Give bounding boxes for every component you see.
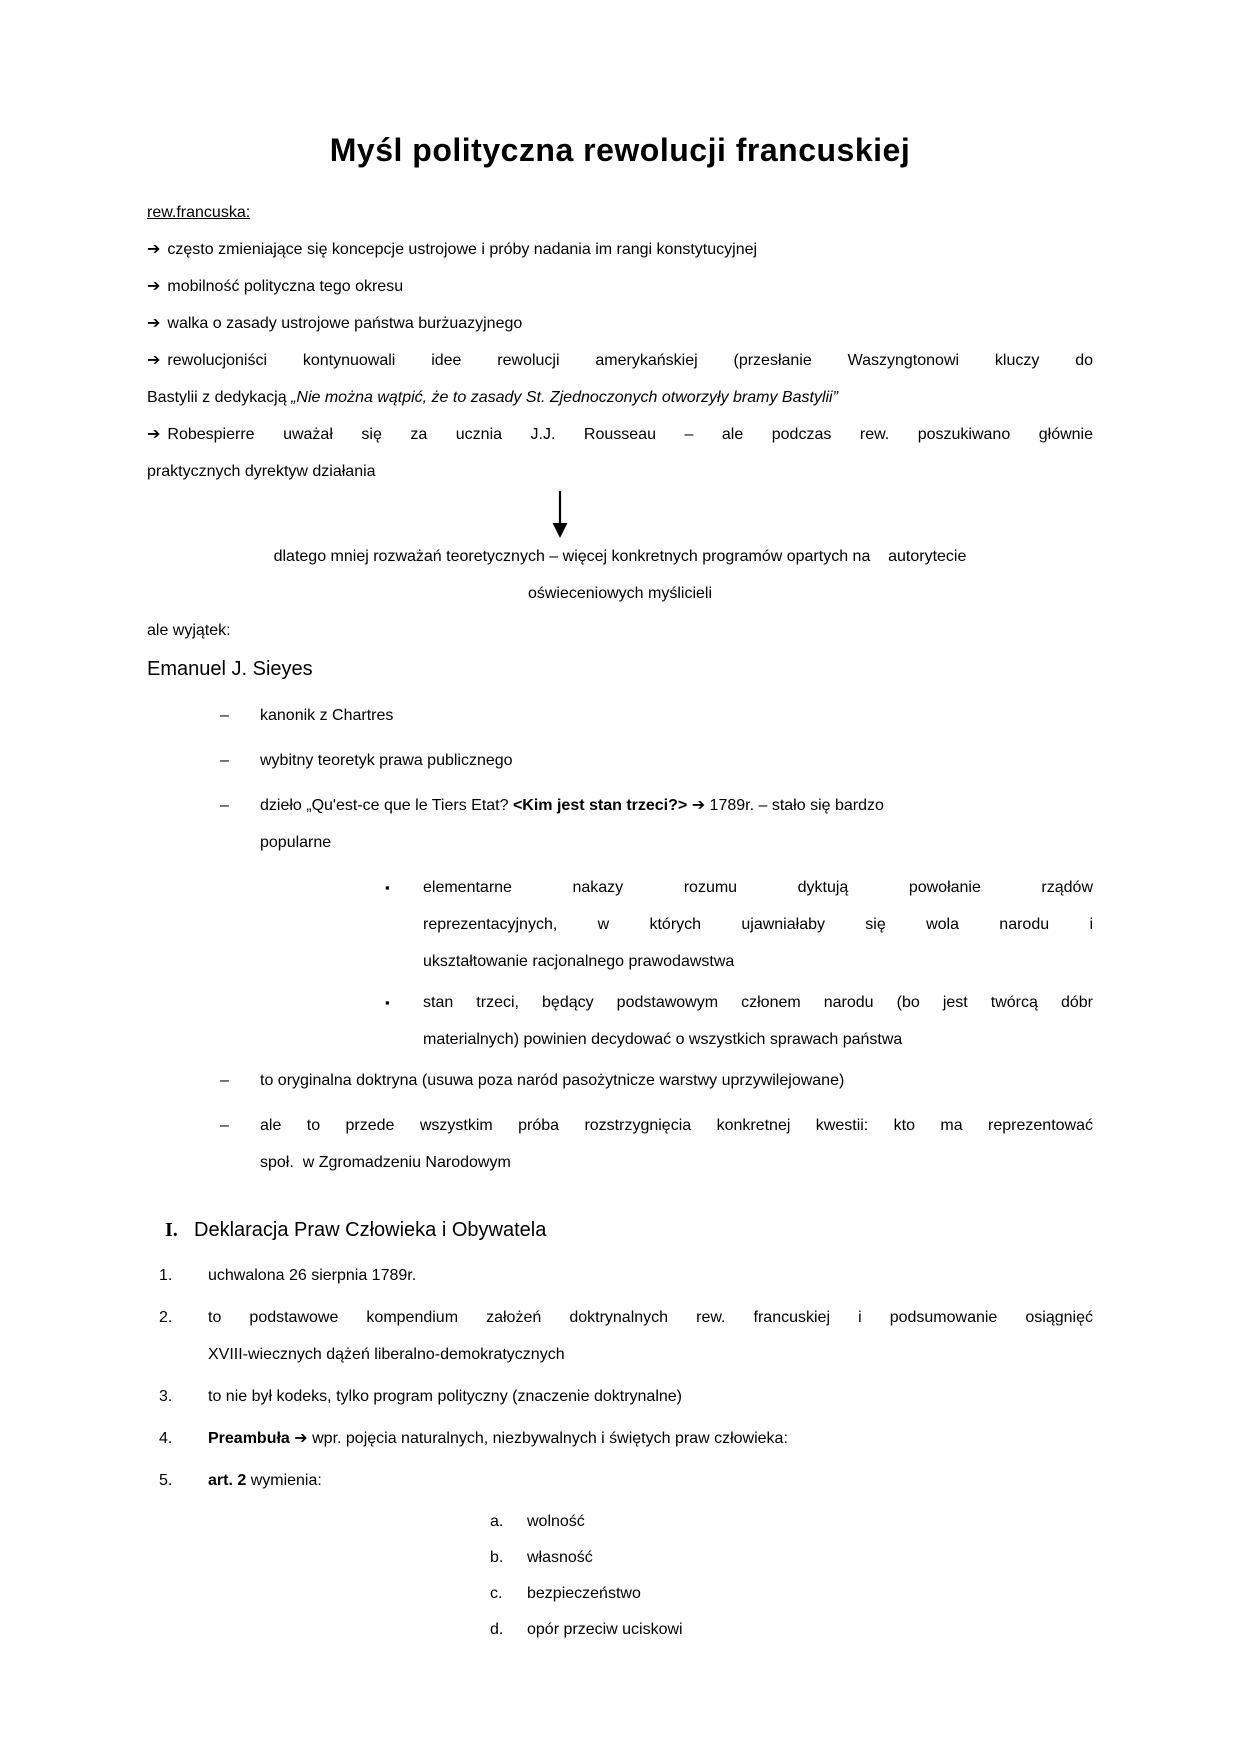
numbered-item-text [208,1378,1093,1415]
work-title-pre: dzieło „Qu'est-ce que le Tiers Etat? [260,797,513,814]
dedication-quote: „Nie można wątpić, że to zasady St. Zjednoczonych otworzyły bramy Bastylii” [291,389,838,406]
arrow-bullet-icon: ➔ [147,315,161,332]
dash-item-line: kanonik z Chartres [260,707,394,724]
numbered-item-text [208,1257,1093,1294]
conclusion-line: oświeceniowych myślicieli [527,585,713,602]
letter-item-d [490,1612,1093,1648]
dash-item-text [260,742,1093,779]
numbered-item-5 [159,1462,1093,1499]
arrow-item-text: mobilność polityczna tego okresu [167,278,404,295]
dash-item-line: to oryginalna doktryna (usuwa poza naród pasożytnicze warstwy uprzywilejowane) [260,1072,845,1089]
intro-label: rew.francuska: [147,204,251,221]
section-heading-declaration [165,1209,1093,1251]
arrow-bullet-icon: ➔ [147,426,161,443]
work-title-bold: <Kim jest stan trzeci?> [512,797,688,814]
square-item-line: elementarne nakazy rozumu dyktują powołanie rządów [423,879,1093,896]
dash-bullet-icon: – [220,752,229,769]
dash-bullet-item-5 [220,1107,1093,1181]
arrow-item-text: Robespierre uważał się za ucznia J.J. Rousseau – ale podczas rew. poszukiwano głównie [167,426,1093,443]
section-heading-text: Deklaracja Praw Człowieka i Obywatela [194,1219,547,1241]
conclusion-note [147,538,1093,612]
work-title-post: ➔ 1789r. – stało się bardzo [687,797,884,814]
numbered-item-line [208,1420,1093,1457]
dash-item-text [260,1107,1093,1181]
conclusion-line: dlatego mniej rozważań teoretycznych – więcej konkretnych programów opartych na autorytecie [273,548,967,565]
letter-item-a [490,1504,1093,1540]
arrow-bullet-icon: ➔ [147,352,161,369]
dash-item-text [260,1062,1093,1099]
letter-item-b [490,1540,1093,1576]
dash-item-text [260,697,1093,734]
arrow-bullet-item-2 [147,268,1093,305]
exception-label: ale wyjątek: [147,622,231,639]
numbered-item-line: to nie był kodeks, tylko program polityczny (znaczenie doktrynalne) [208,1388,682,1405]
letter-item-text [527,1612,1093,1648]
dash-bullet-icon: – [220,797,229,814]
arrow-bullet-item-1 [147,231,1093,268]
square-item-line: materialnych) powinien decydować o wszystkich sprawach państwa [423,1031,903,1048]
numbered-item-text [208,1420,1093,1457]
dash-item-line [260,787,1093,824]
letter-item-line: bezpieczeństwo [527,1585,641,1602]
arrow-item-text: walka o zasady ustrojowe państwa burżuazyjnego [167,315,523,332]
square-bullet-icon: ▪ [385,995,390,1010]
arrow-item-line: praktycznych dyrektyw działania [147,463,376,480]
item-number: 5. [159,1472,173,1489]
numbered-item-text [208,1462,1093,1499]
letter-item-line: własność [527,1549,593,1566]
sieyes-heading: Emanuel J. Sieyes [147,658,313,680]
numbered-item-1 [159,1257,1093,1294]
square-bullet-icon: ▪ [385,880,390,895]
letter-item-c [490,1576,1093,1612]
item-letter: d. [490,1621,504,1638]
numbered-item-line: to podstawowe kompendium założeń doktrynalnych rew. francuskiej i podsumowanie osiągnięć [208,1309,1093,1326]
square-item-line: stan trzeci, będący podstawowym członem narodu (bo jest twórcą dóbr [423,994,1093,1011]
dash-item-line: ale to przede wszystkim próba rozstrzygnięcia konkretnej kwestii: kto ma reprezentować [260,1117,1093,1134]
letter-item-line: wolność [527,1513,585,1530]
dash-bullet-icon: – [220,1117,229,1134]
dash-item-line: popularne [260,834,332,851]
item-number: 4. [159,1430,173,1447]
dash-item-text [260,787,1093,861]
preamble-bold: Preambuła [208,1430,290,1447]
arrow-bullet-icon: ➔ [147,241,161,258]
arrow-bullet-item-5 [147,416,1093,490]
numbered-item-line: XVIII-wiecznych dążeń liberalno-demokratycznych [208,1346,565,1363]
square-item-text [423,869,1093,980]
article-rest: wymienia: [246,1472,322,1489]
numbered-item-text [208,1299,1093,1373]
square-item-line: reprezentacyjnych, w których ujawniałaby się wola narodu i [423,916,1093,933]
item-letter: b. [490,1549,504,1566]
item-number: 2. [159,1309,173,1326]
article-bold: art. 2 [208,1472,247,1489]
arrow-bullet-icon: ➔ [147,278,161,295]
square-bullet-item-2 [385,984,1093,1058]
roman-numeral: I. [165,1219,178,1241]
dash-bullet-item-4 [220,1062,1093,1099]
arrow-item-text: często zmieniające się koncepcje ustrojowe i próby nadania im rangi konstytucyjnej [167,241,758,258]
square-item-text [423,984,1093,1058]
item-number: 3. [159,1388,173,1405]
page-title: Myśl polityczna rewolucji francuskiej [329,132,911,168]
item-letter: c. [490,1585,503,1602]
arrow-item-line [147,379,1093,416]
letter-item-text [527,1540,1093,1576]
dash-bullet-item-2 [220,742,1093,779]
item-number: 1. [159,1267,173,1284]
letter-item-text [527,1576,1093,1612]
arrow-item-text: rewolucjoniści kontynuowali idee rewolucji amerykańskiej (przesłanie Waszyngtonowi kluczy do [167,352,1093,369]
arrow-bullet-item-3 [147,305,1093,342]
letter-item-text [527,1504,1093,1540]
dash-bullet-item-3 [220,787,1093,861]
item-letter: a. [490,1513,504,1530]
dash-item-line: społ. w Zgromadzeniu Narodowym [260,1154,511,1171]
numbered-item-3 [159,1378,1093,1415]
dash-bullet-icon: – [220,1072,229,1089]
dash-bullet-icon: – [220,707,229,724]
dash-bullet-item-1 [220,697,1093,734]
square-bullet-item-1 [385,869,1093,980]
arrow-item-text: Bastylii z dedykacją [147,389,292,406]
numbered-item-4 [159,1420,1093,1457]
letter-item-line: opór przeciw uciskowi [527,1621,683,1638]
numbered-item-line: uchwalona 26 sierpnia 1789r. [208,1267,417,1284]
arrow-item-line [147,342,1093,379]
dash-item-line: wybitny teoretyk prawa publicznego [260,752,513,769]
preamble-rest: ➔ wpr. pojęcia naturalnych, niezbywalnych i świętych praw człowieka: [289,1430,788,1447]
arrow-item-line [147,416,1093,453]
square-item-line: ukształtowanie racjonalnego prawodawstwa [423,953,735,970]
down-arrow-icon [550,490,1093,538]
numbered-item-2 [159,1299,1093,1373]
arrow-bullet-item-4 [147,342,1093,416]
numbered-item-line [208,1462,1093,1499]
